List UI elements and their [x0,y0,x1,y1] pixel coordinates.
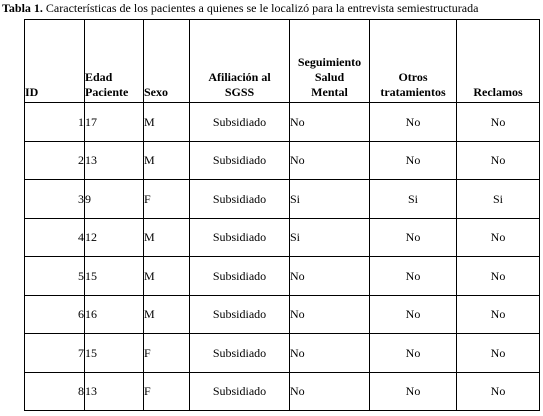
cell-otros: No [370,218,457,257]
cell-reclamos: No [457,257,540,296]
cell-edad: 15 [85,257,144,296]
header-afiliacion-line: Afiliación al [208,70,271,84]
cell-reclamos: No [457,334,540,373]
cell-sexo: F [144,180,190,219]
cell-seguimiento: No [290,372,370,411]
cell-seguimiento: No [290,103,370,142]
table-row [25,218,540,257]
table-caption-label: Tabla 1. [2,1,43,15]
cell-sexo: M [144,295,190,334]
table-caption [2,1,478,15]
header-reclamos [457,20,540,103]
cell-id: 5 [25,257,85,296]
cell-reclamos: No [457,141,540,180]
header-otros [370,20,457,103]
cell-seguimiento: No [290,295,370,334]
cell-otros: No [370,257,457,296]
header-sexo [144,20,190,103]
patients-table [24,19,540,411]
table-row [25,180,540,219]
cell-seguimiento: No [290,334,370,373]
cell-afiliacion: Subsidiado [190,180,290,219]
table-caption-text: Características de los pacientes a quienes se le localizó para la entrevista semiestructurada [42,1,479,15]
cell-otros: No [370,103,457,142]
cell-afiliacion: Subsidiado [190,103,290,142]
cell-reclamos: No [457,218,540,257]
header-id-line: ID [25,85,39,99]
header-seguimiento-line: Salud [314,70,345,84]
cell-id: 2 [25,141,85,180]
cell-afiliacion: Subsidiado [190,372,290,411]
table-row [25,372,540,411]
cell-seguimiento: Si [290,180,370,219]
cell-edad: 15 [85,334,144,373]
cell-seguimiento: Si [290,218,370,257]
cell-edad: 9 [85,180,144,219]
cell-sexo: M [144,103,190,142]
cell-sexo: M [144,257,190,296]
cell-otros: No [370,141,457,180]
cell-afiliacion: Subsidiado [190,141,290,180]
header-afiliacion-line: SGSS [224,85,255,99]
header-edad-line: Edad [85,70,113,84]
cell-reclamos: Si [457,180,540,219]
cell-afiliacion: Subsidiado [190,257,290,296]
cell-seguimiento: No [290,141,370,180]
header-id [25,20,85,103]
cell-edad: 13 [85,372,144,411]
cell-id: 1 [25,103,85,142]
cell-sexo: F [144,372,190,411]
cell-id: 8 [25,372,85,411]
table-row [25,141,540,180]
header-afiliacion [190,20,290,103]
cell-reclamos: No [457,372,540,411]
cell-reclamos: No [457,295,540,334]
cell-sexo: M [144,141,190,180]
cell-otros: No [370,372,457,411]
cell-afiliacion: Subsidiado [190,218,290,257]
header-seguimiento-line: Seguimiento [297,55,362,69]
header-reclamos-line: Reclamos [473,85,523,99]
cell-afiliacion: Subsidiado [190,334,290,373]
cell-seguimiento: No [290,257,370,296]
cell-id: 3 [25,180,85,219]
table-row [25,103,540,142]
table-row [25,295,540,334]
header-seguimiento-line: Mental [311,85,348,99]
cell-afiliacion: Subsidiado [190,295,290,334]
cell-edad: 16 [85,295,144,334]
cell-sexo: M [144,218,190,257]
cell-edad: 17 [85,103,144,142]
cell-id: 6 [25,295,85,334]
header-edad-line: Paciente [85,85,129,99]
header-otros-line: Otros [398,70,428,84]
cell-id: 4 [25,218,85,257]
header-otros-line: tratamientos [380,85,446,99]
table-header-row [25,20,540,103]
cell-otros: No [370,295,457,334]
table-row [25,334,540,373]
header-seguimiento [290,20,370,103]
cell-edad: 13 [85,141,144,180]
cell-reclamos: No [457,103,540,142]
header-edad [85,20,144,103]
cell-id: 7 [25,334,85,373]
cell-otros: No [370,334,457,373]
cell-otros: Si [370,180,457,219]
cell-edad: 12 [85,218,144,257]
cell-sexo: F [144,334,190,373]
table-body [25,103,540,411]
header-sexo-line: Sexo [144,85,168,99]
table-row [25,257,540,296]
